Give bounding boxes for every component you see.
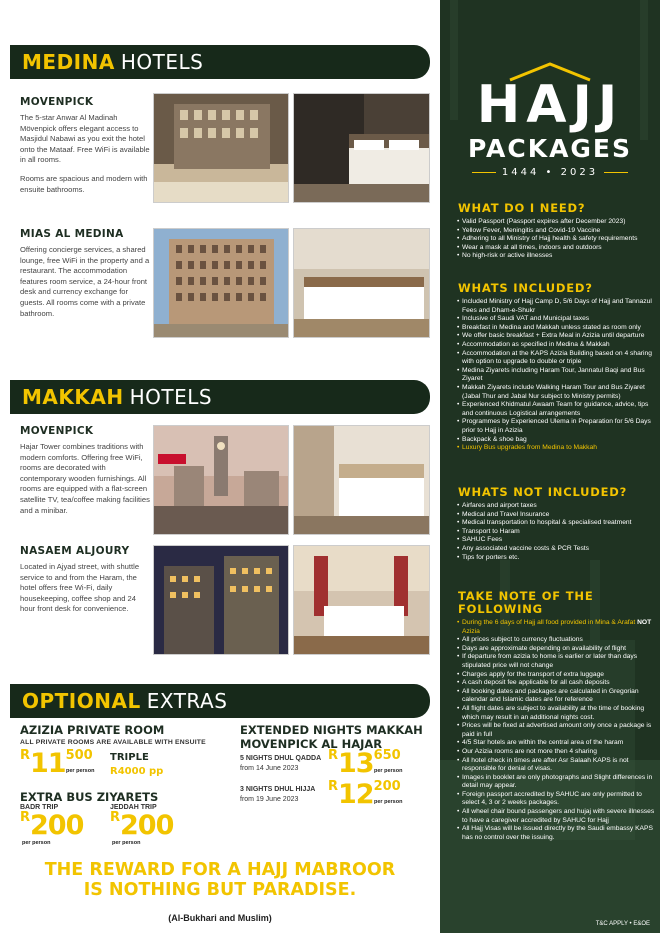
hotel-desc-para: The 5-star Anwar Al Madinah Mövenpick offers elegant access to Masjidul Nabawi as you exit the hotel onto the Mataaf. Free WiFi is available in all rooms. [20,113,150,165]
logo-year: 1444 • 2023 [440,167,660,178]
hotel-desc-para: Offering concierge services, a shared lounge, free WiFi in the property and a restaurant. The accommodation features room service, a 24-hour front desk and currency exchange for guests. All rooms come with a private bathroom. [20,245,150,318]
list-item: • Any associated vaccine costs & PCR Tests [458,545,658,554]
list-item: • Transport to Haram [458,528,658,537]
list-item: • Makkah Ziyarets include Walking Haram Tour and Bus Ziyaret (Jabal Thur and Jabal Nur subject to Ministry permits) [458,384,658,401]
list-item: • All prices subject to currency fluctuations [458,636,658,645]
list-item: • Our Azizia rooms are not more then 4 sharing [458,748,658,757]
list-item: • Medical and Travel Insurance [458,511,658,520]
ext-option1-price [328,748,401,779]
jeddah-trip-label: JEDDAH TRIP [110,804,157,811]
list-item: • Adhering to all Ministry of Hajj health & safety requirements [458,235,658,244]
price-currency: R [110,810,121,825]
list-item: • All booking dates and packages are calculated in Gregorian calendar and Islamic dates are for reference [458,688,658,705]
azizia-subtitle: ALL PRIVATE ROOMS ARE AVAILABLE WITH ENSUITE [20,739,206,746]
section-heading: WHAT DO I NEED? [458,201,586,215]
list-item: • No high-risk or active illnesses [458,252,658,261]
list-item: • Luxury Bus upgrades from Medina to Makkah [458,444,658,453]
hadith-source: (Al-Bukhari and Muslim) [168,913,272,923]
price-main: 11 [30,748,66,779]
ext-option1-label: 5 NIGHTS DHUL QADDA [240,755,322,762]
triple-label: TRIPLE [110,752,149,763]
terms-note: T&C APPLY • E&OE [595,921,650,927]
hotel-medina-movenpick [20,96,150,203]
ext-option2-date: from 19 June 2023 [240,796,299,803]
section-heading: WHATS NOT INCLUDED? [458,485,628,499]
hotel-room-photo [293,228,430,338]
list-item: • Inclusive of Saudi VAT and Municipal taxes [458,315,658,324]
list-item: • Backpack & shoe bag [458,436,658,445]
hotel-name: NASAEM ALJOURY [20,545,130,557]
per-person-label: per person [374,799,403,805]
price-main: 12 [338,779,374,810]
hotel-nasaem-aljoury [20,545,150,623]
price-main: 200 [120,810,174,841]
whats-included-section [458,282,658,453]
price-currency: R [328,748,339,763]
per-person-label: per person [66,768,95,774]
list-item: • All wheel chair bound passengers and hujaj with severe illnesses to have a caregiver accredited by SAHUC for Hajj [458,808,658,825]
per-person-label: per person [112,840,141,846]
heading-line: FOLLOWING [458,602,543,616]
banner-highlight: MAKKAH [22,385,124,409]
price-main: 13 [338,748,374,779]
need-list [458,218,658,261]
ext-option2-label: 3 NIGHTS DHUL HIJJA [240,786,316,793]
hotel-makkah-movenpick [20,425,150,524]
list-item: • During the 6 days of Hajj all food provided in Mina & Arafat NOT Azizia [458,619,658,636]
whats-not-included-section [458,486,658,562]
reward-line: THE REWARD FOR A HAJJ MABROOR [44,860,396,880]
per-person-label: per person [374,768,403,774]
list-item: • Wear a mask at all times, indoors and outdoors [458,244,658,253]
section-heading: WHATS INCLUDED? [458,281,593,295]
hajj-logo [440,60,660,178]
banner-text: HOTELS [120,50,204,74]
list-item: • All Hajj Visas will be issued directly by the Saudi embassy KAPS has no control over the issuing. [458,825,658,842]
hotel-name: MOVENPICK [20,425,94,437]
take-note-section [458,590,658,842]
jeddah-trip-price [110,810,174,846]
year-gregorian: 2023 [560,167,599,178]
extended-nights-hotel: MOVENPICK AL HAJAR [240,737,383,751]
year-hijri: 1444 [501,167,540,178]
list-item: • 4/5 Star hotels are within the central area of the haram [458,739,658,748]
list-item: • Programmes by Experienced Ulema in Preparation for 5/6 Days prior to Hajj in Azizia [458,418,658,435]
hotel-exterior-photo [153,93,289,203]
logo-hajj-text: HAJJ [476,75,624,135]
list-item: • Prices will be fixed at advertised amount only once a package is paid in full [458,722,658,739]
list-item: • If departure from azizia to home is earlier or later than days stipulated price will not change [458,653,658,670]
reward-quote [10,860,430,900]
hotel-description [20,245,150,319]
badr-trip-price [20,810,84,846]
hotel-room-photo [293,425,430,535]
hotel-description [20,442,150,516]
azizia-title: AZIZIA PRIVATE ROOM [20,723,165,737]
triple-price: R4000 pp [110,766,164,777]
list-item: • Medina Ziyarets including Haram Tour, Jannatul Baqi and Bus Ziyaret [458,367,658,384]
hotel-name: MOVENPICK [20,96,94,108]
banner-text: EXTRAS [146,689,228,713]
not-included-list [458,502,658,562]
reward-line: IS NOTHING BUT PARADISE. [83,880,357,900]
ext-option1-date: from 14 June 2023 [240,765,299,772]
hotel-description [20,562,150,615]
what-do-i-need-section [458,202,658,261]
per-person-label: per person [22,840,51,846]
list-item: • Medical transportation to hospital & specialised treatment [458,519,658,528]
list-item: • Tips for porters etc. [458,554,658,563]
medina-hotels-banner [10,45,430,79]
price-currency: R [20,810,31,825]
hotel-exterior-photo [153,545,289,655]
ext-option2-price [328,779,401,810]
info-panel [440,0,660,933]
price-main: 200 [30,810,84,841]
list-item: • Images in booklet are only photographs and Slight differences in detail may appear. [458,774,658,791]
list-item: • Accommodation at the KAPS Azizia Building based on 4 sharing with option to upgrade to double or triple [458,350,658,367]
included-list [458,298,658,453]
list-item: • All flight dates are subject to availability at the time of booking which may result in an additional nights cost. [458,705,658,722]
list-item: • Breakfast in Medina and Makkah unless stated as room only [458,324,658,333]
hotel-room-photo [293,93,430,203]
extended-nights-title: EXTENDED NIGHTS MAKKAH [240,723,423,737]
price-cents: 200 [373,779,401,794]
list-item: • SAHUC Fees [458,536,658,545]
makkah-hotels-banner [10,380,430,414]
hotel-mias-al-medina [20,228,150,327]
price-cents: 650 [373,748,401,763]
list-item: • Days are approximate depending on availability of flight [458,645,658,654]
hotel-description [20,113,150,195]
hotel-desc-para: Rooms are spacious and modern with ensuite bathrooms. [20,173,148,194]
list-item: • Valid Passport (Passport expires after December 2023) [458,218,658,227]
list-item: • Foreign passport accredited by SAHUC are only permitted to select 4, 3 or 2 weeks packages. [458,791,658,808]
bus-ziyarets-title: EXTRA BUS ZIYARETS [20,790,159,804]
hotel-exterior-photo [153,425,289,535]
section-heading [458,590,658,616]
list-item: • We offer basic breakfast + Extra Meal in Azizia until departure [458,332,658,341]
optional-extras-banner [10,684,430,718]
hotel-exterior-photo [153,228,289,338]
heading-line: TAKE NOTE OF THE [458,589,594,603]
price-currency: R [328,779,339,794]
price-currency: R [20,748,31,763]
list-item: • Charges apply for the transport of extra luggage [458,671,658,680]
list-item: • Yellow Fever, Meningitis and Covid-19 Vaccine [458,227,658,236]
azizia-price [20,748,93,779]
banner-text: HOTELS [129,385,213,409]
badr-trip-label: BADR TRIP [20,804,59,811]
list-item: • All hotel check in times are after Asr Salaah KAPS is not responsible for denial of visas. [458,757,658,774]
list-item: • Experienced Khidmatul Awaam Team for guidance, advice, tips and continuous Logistical arrangements [458,401,658,418]
list-item: • Airfares and airport taxes [458,502,658,511]
hotel-desc-para: Hajar Tower combines traditions with modern comforts. Offering free WiFi, rooms are decorated with contemporary wooden furnishings. All rooms are equipped with a flat-screen satellite TV, tea/coffee making facilities and a minibar. [20,442,150,515]
list-item: • A cash deposit fee applicable for all cash deposits [458,679,658,688]
price-cents: 500 [65,748,93,763]
notes-list [458,619,658,842]
list-item: • Accommodation as specified in Medina & Makkah [458,341,658,350]
logo-packages-text: PACKAGES [467,134,633,163]
hotel-desc-para: Located in Ajyad street, with shuttle service to and from the Haram, the hotel offers free Wi-Fi, daily housekeeping, coffee shop and 24 hour front desk for convenience. [20,562,140,614]
hotel-room-photo [293,545,430,655]
banner-highlight: OPTIONAL [22,689,141,713]
banner-highlight: MEDINA [22,50,115,74]
list-item: • Included Ministry of Hajj Camp D, 5/6 Days of Hajj and Tannazul Fees and Dham-e-Shukr [458,298,658,315]
hotel-name: MIAS AL MEDINA [20,228,124,240]
